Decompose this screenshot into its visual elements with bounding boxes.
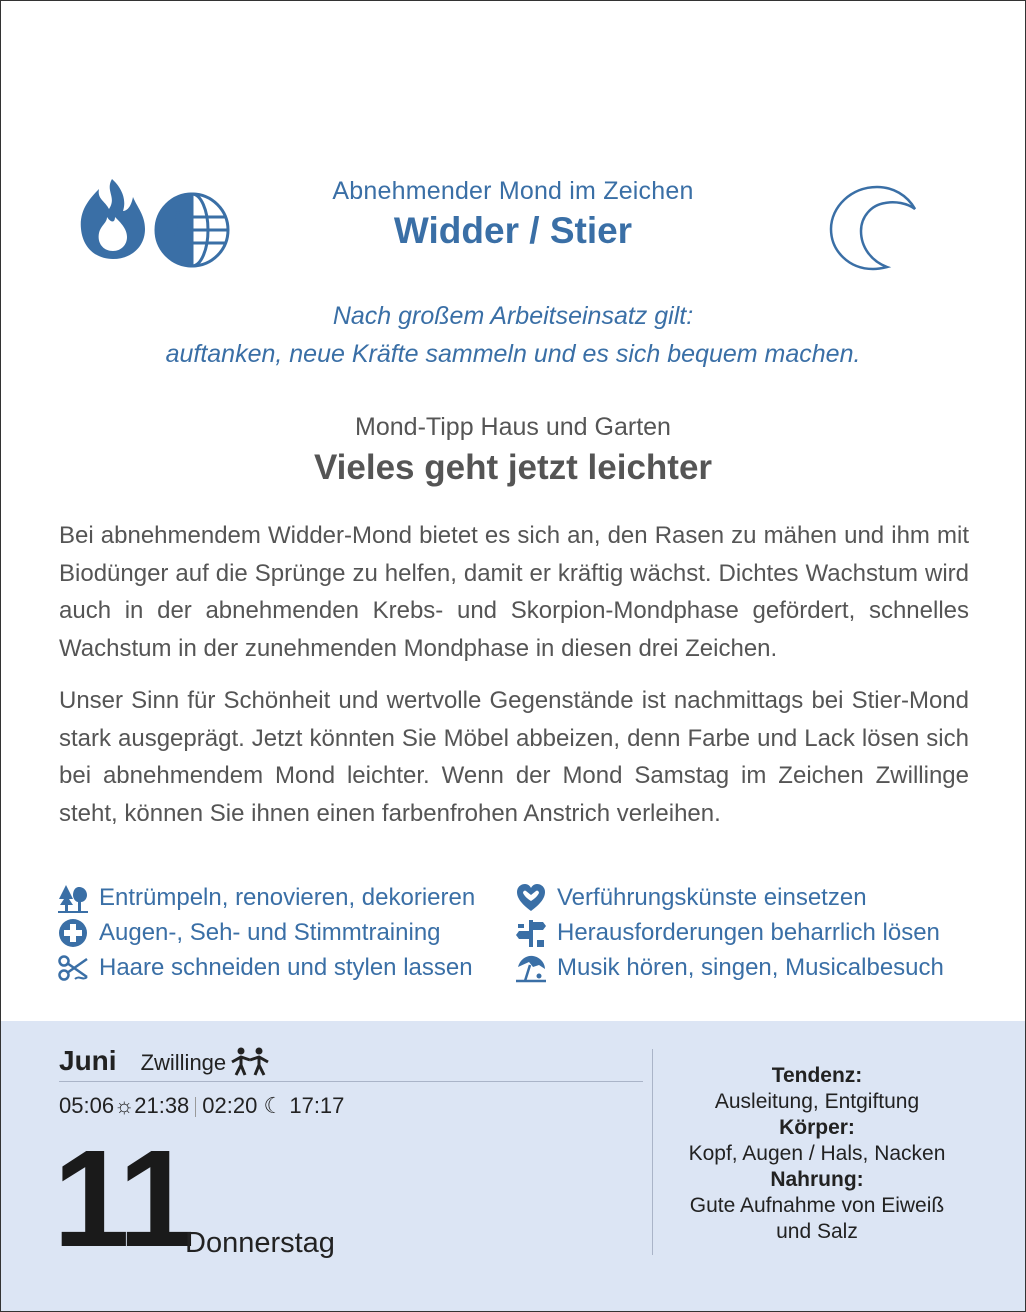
gemini-twins-icon <box>230 1046 270 1076</box>
activity-item <box>57 883 475 913</box>
activity-label: Entrümpeln, renovieren, dekorieren <box>99 884 476 911</box>
tip-paragraph: Unser Sinn für Schönheit und wertvolle Gegenstände ist nachmittags bei Stier-Mond stark ausgeprägt. Jetzt könnten Sie Möbel abbeizen, denn Farbe und Lack lösen sich bei abnehmendem Mond leichter. Wenn der Mond Samstag im Zeichen Zwillinge steht, können Sie ihnen einen farbenfrohen Anstrich verleihen. <box>59 687 969 827</box>
zodiac-label: Zwillinge <box>140 1050 227 1075</box>
activity-item <box>515 953 944 983</box>
activity-label: Haare schneiden und stylen lassen <box>99 954 473 981</box>
activity-label: Herausforderungen beharrlich lösen <box>557 919 940 946</box>
motto-line-1: Nach großem Arbeitseinsatz gilt: <box>332 302 694 330</box>
health-cross-icon <box>57 918 89 948</box>
food-value: Gute Aufnahme von Eiweiß <box>689 1194 945 1217</box>
moon-icon: ☾ <box>263 1093 284 1118</box>
tip-heading <box>1 413 1025 488</box>
activity-label: Verführungskünste einsetzen <box>557 884 867 911</box>
food-label: Nahrung: <box>770 1168 864 1191</box>
tip-paragraph: Bei abnehmendem Widder-Mond bietet es sich an, den Rasen zu mähen und ihm mit Biodünger auf die Sprünge zu helfen, damit er kräftig wächst. Dichtes Wachstum wird auch in der abnehmenden Krebs- und Skorpion-Mondphase gefördert, schnelles Wachstum in der zunehmenden Mondphase in diesen drei Zeichen. <box>59 522 969 662</box>
info-panel <box>661 1063 973 1245</box>
sun-moon-times <box>59 1093 344 1119</box>
activity-item <box>515 918 940 948</box>
motto-line-2: auftanken, neue Kräfte sammeln und es sich bequem machen. <box>165 340 861 368</box>
activity-item <box>57 953 473 983</box>
body-label: Körper: <box>779 1116 855 1139</box>
tip-kicker: Mond-Tipp Haus und Garten <box>355 413 671 441</box>
scissors-icon <box>57 953 89 983</box>
day-number: 11 <box>53 1122 191 1276</box>
sunrise-time: 05:06 <box>59 1093 115 1118</box>
motto <box>1 297 1025 373</box>
moonrise-time: 02:20 <box>202 1093 258 1118</box>
activity-item <box>57 918 441 948</box>
heart-icon <box>515 883 547 913</box>
sunset-time: 21:38 <box>134 1093 190 1118</box>
weekday: Donnerstag <box>185 1227 335 1259</box>
tendency-label: Tendenz: <box>771 1064 863 1087</box>
tendency-value: Ausleitung, Entgiftung <box>714 1090 920 1113</box>
month-label: Juni <box>59 1045 117 1076</box>
vertical-divider <box>652 1049 653 1255</box>
trees-icon <box>57 883 89 913</box>
beach-umbrella-icon <box>515 953 547 983</box>
tip-body <box>59 517 969 847</box>
divider <box>59 1081 643 1082</box>
activity-label: Musik hören, singen, Musicalbesuch <box>557 954 944 981</box>
food-value: und Salz <box>776 1220 858 1243</box>
body-value: Kopf, Augen / Hals, Nacken <box>688 1142 946 1165</box>
activity-label: Augen-, Seh- und Stimmtraining <box>99 919 441 946</box>
separator <box>195 1097 196 1117</box>
signpost-icon <box>515 918 547 948</box>
zodiac-title: Widder / Stier <box>393 210 633 251</box>
sun-icon: ☼ <box>114 1093 135 1118</box>
tip-title: Vieles geht jetzt leichter <box>313 448 713 487</box>
moonset-time: 17:17 <box>289 1093 345 1118</box>
month-row <box>59 1045 270 1077</box>
activity-item <box>515 883 867 913</box>
moon-phase-header <box>1 177 1025 252</box>
moon-phase-subtitle: Abnehmender Mond im Zeichen <box>332 177 694 205</box>
